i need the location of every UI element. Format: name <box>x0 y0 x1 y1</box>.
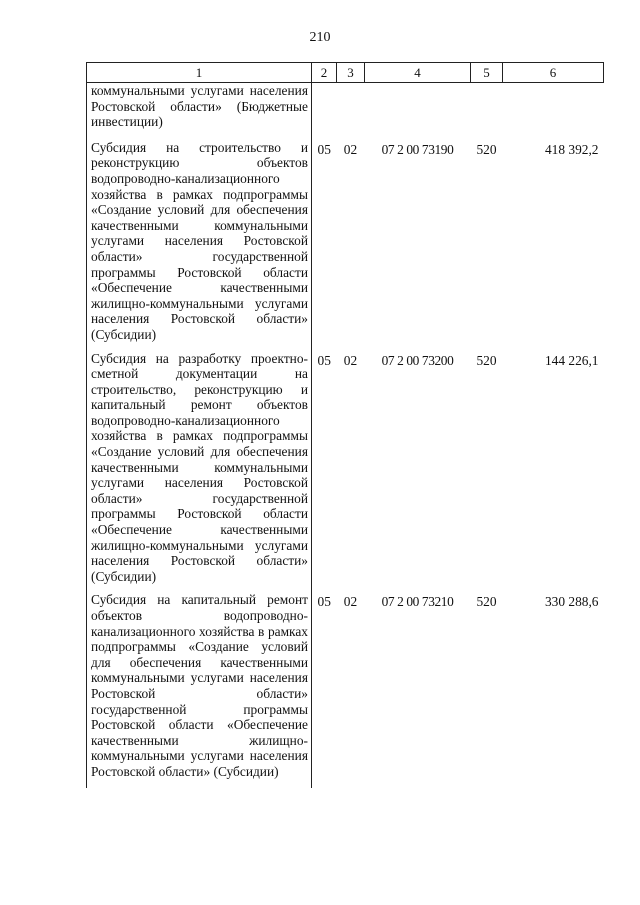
row-target-code: 07 2 00 73200 <box>381 352 454 368</box>
row-target-code <box>365 83 471 140</box>
row-subsection <box>337 83 365 140</box>
row-section: 05 <box>317 141 331 157</box>
row-description: коммунальными услугами населения Ростовской области» (Бюджетные инвестиции) <box>87 83 312 140</box>
table-row <box>87 140 604 351</box>
row-section <box>312 83 337 140</box>
row-section: 05 <box>317 594 331 610</box>
row-amount <box>503 83 604 140</box>
row-amount: 144 226,1 <box>544 352 599 368</box>
row-amount: 418 392,2 <box>544 141 599 157</box>
row-subsection: 02 <box>343 352 358 368</box>
table-row <box>87 83 604 140</box>
row-expense-type: 520 <box>476 352 497 368</box>
row-subsection: 02 <box>343 141 358 157</box>
page-number: 210 <box>309 30 331 45</box>
row-description: Субсидия на разработку проектно-сметной документации на строительство, реконструкцию и капитальный ремонт объектов водопроводно-канализационного хозяйства в рамках подпрограммы «Создание условий для обеспечения качественными коммунальными услугами населения Ростовской области» государственной программы Ростовской области «Обеспечение качественными жилищно-коммунальными услугами населения Ростовской области» (Субсидии) <box>87 351 312 593</box>
row-expense-type: 520 <box>476 141 497 157</box>
row-description: Субсидия на строительство и реконструкцию объектов водопроводно-канализационного хозяйства в рамках подпрограммы «Создание условий для обеспечения качественными коммунальными услугами населения Ростовской области» государственной программы Ростовской области «Обеспечение качественными жилищно-коммунальными услугами населения Ростовской области» (Субсидии) <box>87 140 312 351</box>
row-amount: 330 288,6 <box>544 594 599 610</box>
column-header: 3 <box>337 63 365 83</box>
table-header-row <box>87 63 604 83</box>
column-header: 4 <box>365 63 471 83</box>
row-expense-type: 520 <box>476 594 497 610</box>
column-header: 1 <box>87 63 312 83</box>
row-subsection: 02 <box>343 594 358 610</box>
row-expense-type <box>471 83 503 140</box>
table-row <box>87 592 604 787</box>
row-target-code: 07 2 00 73210 <box>381 594 454 610</box>
column-header: 6 <box>503 63 604 83</box>
table-row <box>87 351 604 593</box>
row-target-code: 07 2 00 73190 <box>381 141 454 157</box>
column-header: 2 <box>312 63 337 83</box>
budget-table <box>86 62 604 788</box>
row-section: 05 <box>317 352 331 368</box>
row-description: Субсидия на капитальный ремонт объектов водопроводно-канализационного хозяйства в рамках подпрограммы «Создание условий для обеспечения качественными коммунальными услугами населения Ростовской области» государственной программы Ростовской области «Обеспечение качественными жилищно-коммунальными услугами населения Ростовской области» (Субсидии) <box>87 592 312 787</box>
column-header: 5 <box>471 63 503 83</box>
